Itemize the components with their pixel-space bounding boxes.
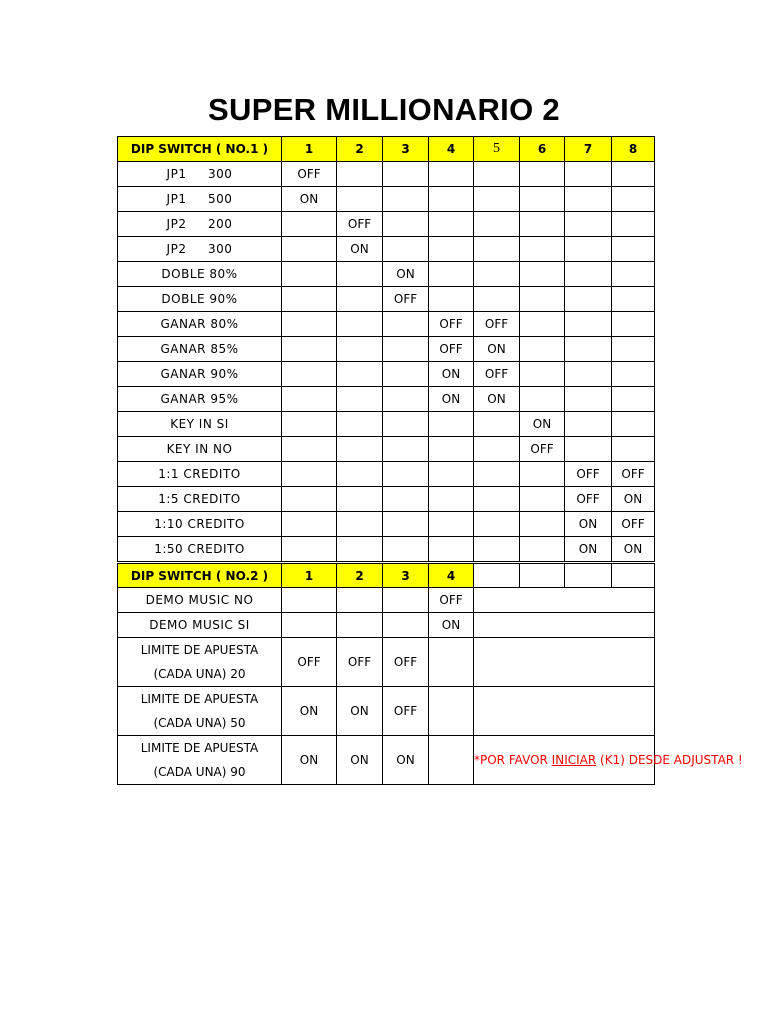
switch-cell bbox=[474, 462, 520, 487]
switch-cell bbox=[429, 287, 474, 312]
switch-cell bbox=[429, 687, 474, 736]
switch-cell bbox=[337, 262, 383, 287]
switch-cell: ON bbox=[337, 237, 383, 262]
switch-cell bbox=[337, 588, 383, 613]
switch-cell bbox=[474, 512, 520, 537]
table-row bbox=[118, 437, 655, 462]
switch-cell: ON bbox=[565, 537, 612, 562]
note-suffix: (K1) DESDE ADJUSTAR ! bbox=[596, 752, 743, 767]
table-row bbox=[118, 337, 655, 362]
header-switch-8: 8 bbox=[612, 137, 655, 162]
header-switch-7: 7 bbox=[565, 137, 612, 162]
table-row bbox=[118, 237, 655, 262]
switch-cell bbox=[565, 212, 612, 237]
table-row bbox=[118, 312, 655, 337]
switch-cell: OFF bbox=[474, 362, 520, 387]
switch-cell bbox=[429, 462, 474, 487]
table-row bbox=[118, 412, 655, 437]
switch-cell: OFF bbox=[520, 437, 565, 462]
empty-cell bbox=[520, 563, 565, 588]
switch-cell bbox=[429, 537, 474, 562]
switch-cell bbox=[520, 237, 565, 262]
switch-cell bbox=[565, 337, 612, 362]
switch-cell bbox=[520, 337, 565, 362]
switch-cell bbox=[429, 736, 474, 785]
switch-cell: ON bbox=[612, 487, 655, 512]
switch-cell bbox=[383, 588, 429, 613]
switch-cell bbox=[474, 537, 520, 562]
switch-cell bbox=[612, 337, 655, 362]
switch-cell bbox=[383, 462, 429, 487]
switch-cell bbox=[383, 212, 429, 237]
switch-cell bbox=[565, 412, 612, 437]
switch-cell: ON bbox=[429, 362, 474, 387]
switch-cell: ON bbox=[612, 537, 655, 562]
switch-cell bbox=[282, 512, 337, 537]
row-label: KEY IN NO bbox=[118, 437, 282, 462]
switch-cell bbox=[337, 362, 383, 387]
switch-cell bbox=[520, 312, 565, 337]
empty-cell bbox=[474, 638, 655, 687]
switch-cell: OFF bbox=[612, 512, 655, 537]
switch-cell: ON bbox=[474, 337, 520, 362]
table-row bbox=[118, 512, 655, 537]
switch-cell bbox=[429, 262, 474, 287]
switch-cell: ON bbox=[520, 412, 565, 437]
switch-cell bbox=[565, 287, 612, 312]
switch-cell bbox=[520, 362, 565, 387]
switch-cell bbox=[474, 262, 520, 287]
header-switch-1: 1 bbox=[282, 563, 337, 588]
row-label: JP2 300 bbox=[118, 237, 282, 262]
header-switch-6: 6 bbox=[520, 137, 565, 162]
switch-cell bbox=[282, 437, 337, 462]
switch-cell bbox=[337, 537, 383, 562]
table-header-row bbox=[118, 137, 655, 162]
switch-cell: OFF bbox=[282, 162, 337, 187]
switch-cell: ON bbox=[337, 687, 383, 736]
switch-cell bbox=[520, 262, 565, 287]
switch-cell bbox=[474, 237, 520, 262]
switch-cell bbox=[429, 187, 474, 212]
row-label-line-1: LIMITE DE APUESTA bbox=[140, 643, 259, 657]
table-row bbox=[118, 687, 655, 736]
row-label-line-2: (CADA UNA) 50 bbox=[153, 716, 246, 730]
switch-cell bbox=[520, 537, 565, 562]
row-label: DOBLE 80% bbox=[118, 262, 282, 287]
switch-cell bbox=[337, 387, 383, 412]
switch-cell bbox=[383, 362, 429, 387]
empty-cell bbox=[474, 687, 655, 736]
switch-cell bbox=[520, 487, 565, 512]
switch-cell: OFF bbox=[429, 337, 474, 362]
table-row bbox=[118, 588, 655, 613]
switch-cell bbox=[337, 287, 383, 312]
switch-cell bbox=[383, 487, 429, 512]
switch-cell bbox=[337, 412, 383, 437]
row-label: JP1 500 bbox=[118, 187, 282, 212]
switch-cell bbox=[520, 287, 565, 312]
switch-cell: OFF bbox=[612, 462, 655, 487]
switch-cell bbox=[429, 437, 474, 462]
row-label: 1:5 CREDITO bbox=[118, 487, 282, 512]
switch-cell: ON bbox=[429, 387, 474, 412]
switch-cell bbox=[565, 187, 612, 212]
table-row bbox=[118, 162, 655, 187]
switch-cell bbox=[429, 487, 474, 512]
switch-cell bbox=[429, 638, 474, 687]
switch-cell bbox=[565, 387, 612, 412]
switch-cell bbox=[520, 187, 565, 212]
table-row bbox=[118, 613, 655, 638]
switch-cell bbox=[612, 162, 655, 187]
switch-cell bbox=[474, 287, 520, 312]
row-label: JP2 200 bbox=[118, 212, 282, 237]
dip-switch-2-table bbox=[117, 561, 743, 785]
header-label: DIP SWITCH ( NO.1 ) bbox=[118, 137, 282, 162]
switch-cell bbox=[429, 412, 474, 437]
switch-cell: ON bbox=[383, 736, 429, 785]
header-switch-5: 5 bbox=[474, 137, 520, 162]
switch-cell bbox=[383, 312, 429, 337]
row-label-line-1: LIMITE DE APUESTA bbox=[140, 741, 259, 755]
table-row bbox=[118, 487, 655, 512]
switch-cell bbox=[282, 412, 337, 437]
table-row bbox=[118, 462, 655, 487]
empty-cell bbox=[474, 563, 520, 588]
header-switch-4: 4 bbox=[429, 137, 474, 162]
switch-cell bbox=[474, 412, 520, 437]
switch-cell bbox=[612, 387, 655, 412]
header-switch-2: 2 bbox=[337, 137, 383, 162]
switch-cell bbox=[282, 613, 337, 638]
switch-cell bbox=[612, 287, 655, 312]
switch-cell: OFF bbox=[282, 638, 337, 687]
switch-cell bbox=[383, 437, 429, 462]
switch-cell bbox=[474, 437, 520, 462]
switch-cell: OFF bbox=[337, 638, 383, 687]
row-label-line-2: (CADA UNA) 90 bbox=[153, 765, 246, 779]
note-underlined: INICIAR bbox=[551, 752, 597, 767]
switch-cell bbox=[282, 212, 337, 237]
row-label: DEMO MUSIC NO bbox=[118, 588, 282, 613]
switch-cell bbox=[337, 512, 383, 537]
row-label: 1:50 CREDITO bbox=[118, 537, 282, 562]
switch-cell bbox=[282, 362, 337, 387]
switch-cell bbox=[520, 212, 565, 237]
switch-cell bbox=[520, 462, 565, 487]
switch-cell: ON bbox=[282, 736, 337, 785]
switch-cell bbox=[337, 487, 383, 512]
switch-cell bbox=[429, 212, 474, 237]
row-label: DOBLE 90% bbox=[118, 287, 282, 312]
dip-switch-1-table bbox=[117, 136, 655, 562]
row-label-line-1: LIMITE DE APUESTA bbox=[140, 692, 259, 706]
switch-cell bbox=[474, 212, 520, 237]
switch-cell bbox=[565, 362, 612, 387]
switch-cell bbox=[383, 613, 429, 638]
switch-cell: ON bbox=[282, 687, 337, 736]
switch-cell: OFF bbox=[383, 287, 429, 312]
switch-cell bbox=[612, 212, 655, 237]
switch-cell bbox=[383, 237, 429, 262]
row-label bbox=[118, 687, 282, 736]
switch-cell bbox=[612, 262, 655, 287]
table-row bbox=[118, 287, 655, 312]
switch-cell bbox=[565, 262, 612, 287]
table-header-row bbox=[118, 563, 655, 588]
switch-cell bbox=[337, 187, 383, 212]
switch-cell bbox=[612, 312, 655, 337]
switch-cell bbox=[337, 337, 383, 362]
row-label: GANAR 80% bbox=[118, 312, 282, 337]
switch-cell bbox=[282, 237, 337, 262]
switch-cell: OFF bbox=[383, 687, 429, 736]
row-label: GANAR 95% bbox=[118, 387, 282, 412]
switch-cell bbox=[282, 588, 337, 613]
switch-cell bbox=[282, 537, 337, 562]
table-row bbox=[118, 736, 655, 785]
switch-cell: ON bbox=[337, 736, 383, 785]
note-cell bbox=[474, 736, 743, 785]
switch-cell: OFF bbox=[429, 312, 474, 337]
note-prefix: *POR FAVOR bbox=[474, 752, 552, 767]
switch-cell bbox=[429, 162, 474, 187]
header-switch-3: 3 bbox=[383, 137, 429, 162]
page-title: SUPER MILLIONARIO 2 bbox=[208, 92, 560, 127]
empty-cell bbox=[612, 563, 655, 588]
switch-cell bbox=[383, 412, 429, 437]
switch-cell bbox=[612, 362, 655, 387]
switch-cell bbox=[282, 487, 337, 512]
table-row bbox=[118, 387, 655, 412]
row-label: JP1 300 bbox=[118, 162, 282, 187]
switch-cell bbox=[612, 437, 655, 462]
switch-cell: OFF bbox=[565, 487, 612, 512]
header-switch-3: 3 bbox=[383, 563, 429, 588]
switch-cell: ON bbox=[474, 387, 520, 412]
switch-cell bbox=[383, 337, 429, 362]
switch-cell bbox=[474, 187, 520, 212]
table-row bbox=[118, 638, 655, 687]
row-label bbox=[118, 736, 282, 785]
switch-cell bbox=[383, 387, 429, 412]
switch-cell bbox=[565, 312, 612, 337]
switch-cell: ON bbox=[429, 613, 474, 638]
switch-cell bbox=[337, 312, 383, 337]
row-label: GANAR 85% bbox=[118, 337, 282, 362]
empty-cell bbox=[474, 588, 655, 613]
empty-cell bbox=[565, 563, 612, 588]
switch-cell: ON bbox=[565, 512, 612, 537]
switch-cell bbox=[383, 162, 429, 187]
empty-cell bbox=[474, 613, 655, 638]
switch-cell bbox=[520, 512, 565, 537]
switch-cell bbox=[282, 462, 337, 487]
switch-cell bbox=[612, 237, 655, 262]
row-label: 1:10 CREDITO bbox=[118, 512, 282, 537]
switch-cell bbox=[474, 487, 520, 512]
switch-cell bbox=[337, 462, 383, 487]
switch-cell bbox=[612, 412, 655, 437]
switch-cell bbox=[520, 162, 565, 187]
switch-cell bbox=[282, 262, 337, 287]
header-switch-1: 1 bbox=[282, 137, 337, 162]
row-label: GANAR 90% bbox=[118, 362, 282, 387]
row-label-line-2: (CADA UNA) 20 bbox=[153, 667, 246, 681]
switch-cell bbox=[383, 187, 429, 212]
switch-cell bbox=[337, 437, 383, 462]
switch-cell: OFF bbox=[383, 638, 429, 687]
switch-cell bbox=[429, 237, 474, 262]
switch-cell bbox=[474, 162, 520, 187]
header-switch-4: 4 bbox=[429, 563, 474, 588]
row-label: 1:1 CREDITO bbox=[118, 462, 282, 487]
switch-cell bbox=[282, 287, 337, 312]
switch-cell bbox=[565, 437, 612, 462]
switch-cell bbox=[383, 512, 429, 537]
switch-cell: OFF bbox=[565, 462, 612, 487]
switch-cell bbox=[429, 512, 474, 537]
switch-cell bbox=[565, 237, 612, 262]
header-switch-2: 2 bbox=[337, 563, 383, 588]
switch-cell bbox=[383, 537, 429, 562]
switch-cell bbox=[282, 387, 337, 412]
switch-cell bbox=[282, 337, 337, 362]
switch-cell bbox=[282, 312, 337, 337]
switch-cell bbox=[565, 162, 612, 187]
switch-cell bbox=[337, 613, 383, 638]
switch-cell: ON bbox=[383, 262, 429, 287]
table-row bbox=[118, 212, 655, 237]
switch-cell: OFF bbox=[337, 212, 383, 237]
table-row bbox=[118, 362, 655, 387]
switch-cell: ON bbox=[282, 187, 337, 212]
table-row bbox=[118, 187, 655, 212]
switch-cell: OFF bbox=[474, 312, 520, 337]
switch-cell bbox=[612, 187, 655, 212]
row-label: DEMO MUSIC SI bbox=[118, 613, 282, 638]
switch-cell bbox=[520, 387, 565, 412]
row-label bbox=[118, 638, 282, 687]
header-label: DIP SWITCH ( NO.2 ) bbox=[118, 563, 282, 588]
switch-cell: OFF bbox=[429, 588, 474, 613]
switch-cell bbox=[337, 162, 383, 187]
table-row bbox=[118, 262, 655, 287]
row-label: KEY IN SI bbox=[118, 412, 282, 437]
table-row bbox=[118, 537, 655, 562]
